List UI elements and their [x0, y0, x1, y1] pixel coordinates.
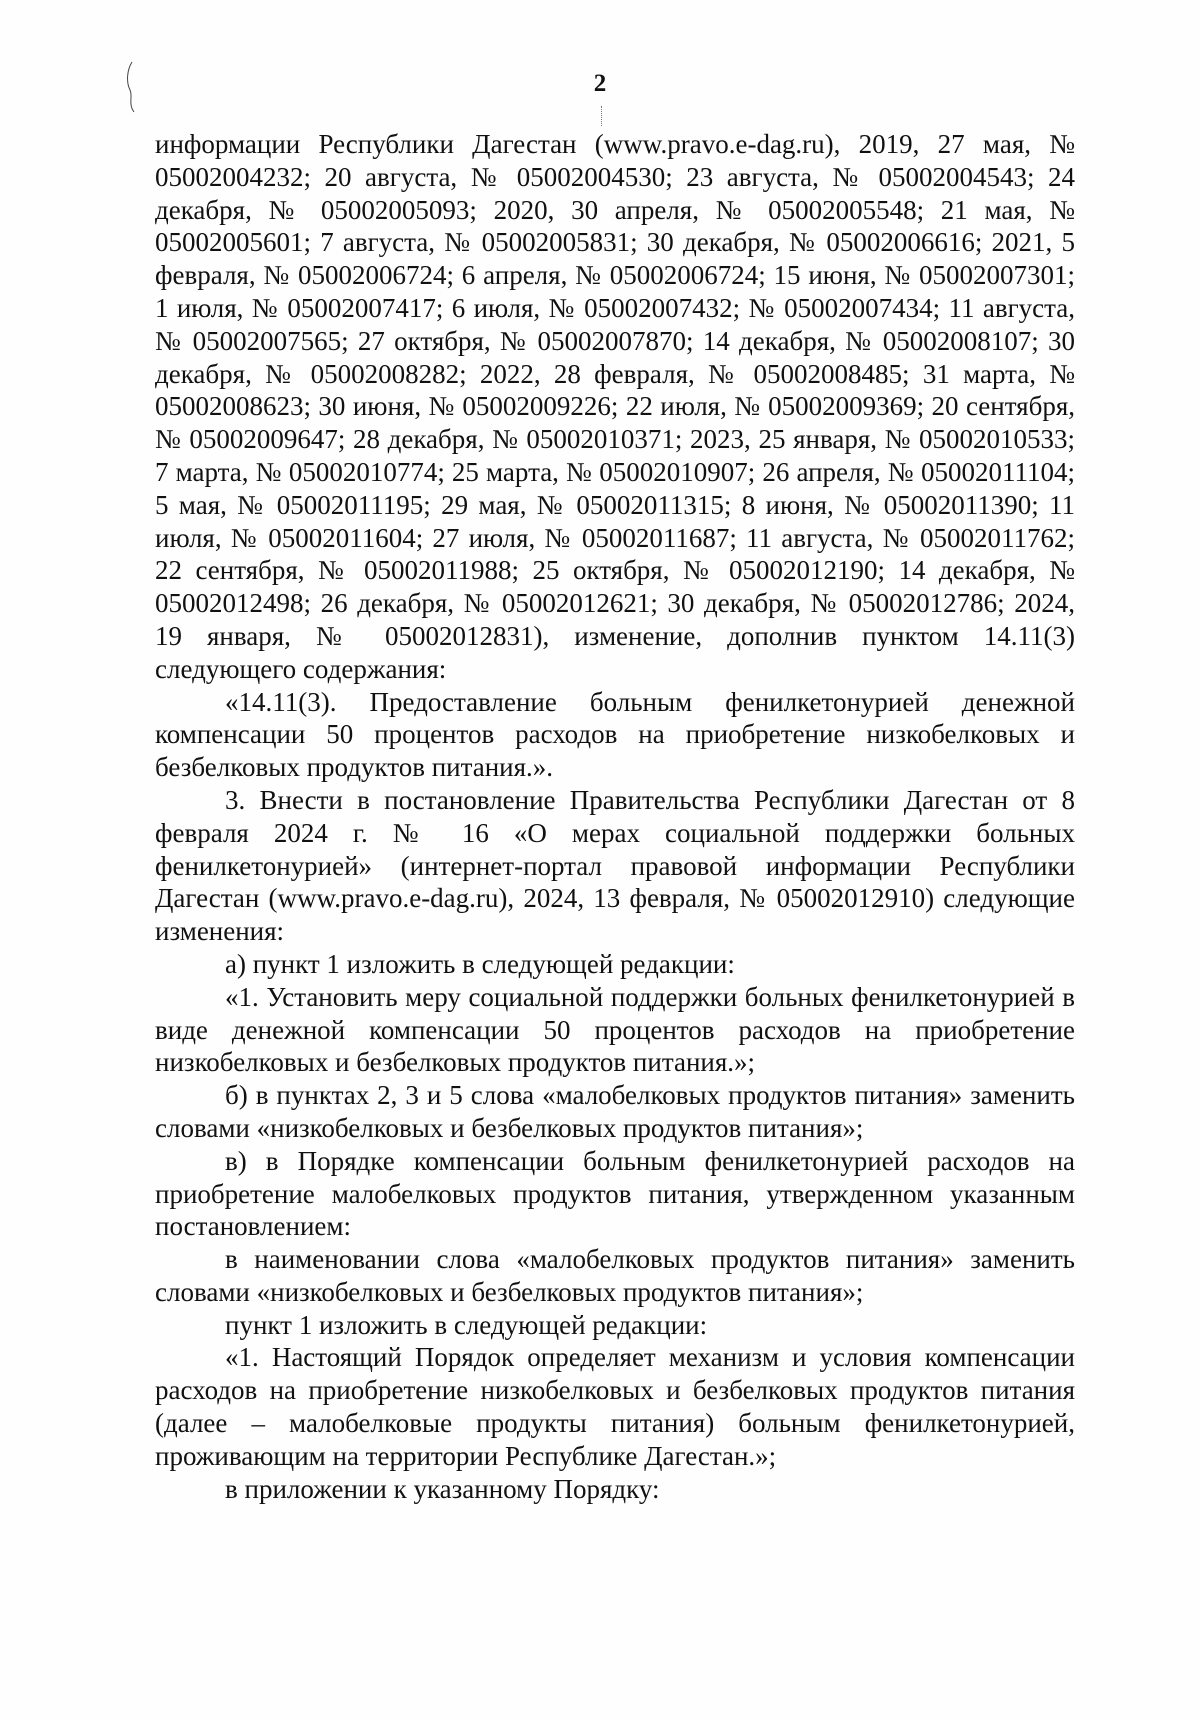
paragraph-title-change: в наименовании слова «малобелковых продуктов питания» заменить словами «низкобелковых и безбелковых продуктов питания»; — [155, 1244, 1075, 1307]
paragraph-subitem-a: а) пункт 1 изложить в следующей редакции: — [225, 948, 735, 979]
paragraph-point-1-intro: пункт 1 изложить в следующей редакции: — [225, 1309, 708, 1340]
paragraph-quoted-item-14-11-3: «14.11(3). Предоставление больным фенилкетонурией денежной компенсации 50 процентов расходов на приобретение низкобелковых и безбелковых продуктов питания.». — [155, 686, 1075, 783]
paragraph-quoted-procedure-1: «1. Настоящий Порядок определяет механизм и условия компенсации расходов на приобретение низкобелковых и безбелковых продуктов питания (далее – малобелковые продукты питания) больным фенилкетонурией, проживающим на территории Республике Дагестан.»; — [155, 1342, 1075, 1471]
scan-artifact — [601, 106, 604, 126]
document-body — [155, 128, 1075, 1505]
page-number: 2 — [593, 70, 607, 97]
paragraph-subitem-v: в) в Порядке компенсации больным фенилкетонурией расходов на приобретение малобелковых продуктов питания, утвержденном указанным постановлением: — [155, 1145, 1075, 1242]
paragraph-item-3: 3. Внести в постановление Правительства Республики Дагестан от 8 февраля 2024 г. № 16 «О мерах социальной поддержки больных фенилкетонурией» (интернет-портал правовой информации Республики Дагестан (www.pravo.e-dag.ru), 2024, 13 февраля, № 05002012910) следующие изменения: — [155, 784, 1075, 947]
paragraph-continuation: информации Республики Дагестан (www.pravo.e-dag.ru), 2019, 27 мая, № 05002004232; 20 августа, № 05002004530; 23 августа, № 05002004543; 24 декабря, № 05002005093; 2020, 30 апреля, № 05002005548; 21 мая, № 05002005601; 7 августа, № 05002005831; 30 декабря, № 05002006616; 2021, 5 февраля, № 05002006724; 6 апреля, № 05002006724; 15 июня, № 05002007301; 1 июля, № 05002007417; 6 июля, № 05002007432; № 05002007434; 11 августа, № 05002007565; 27 октября, № 05002007870; 14 декабря, № 05002008107; 30 декабря, № 05002008282; 2022, 28 февраля, № 05002008485; 31 марта, № 05002008623; 30 июня, № 05002009226; 22 июля, № 05002009369; 20 сентября, № 05002009647; 28 декабря, № 05002010371; 2023, 25 января, № 05002010533; 7 марта, № 05002010774; 25 марта, № 05002010907; 26 апреля, № 05002011104; 5 мая, № 05002011195; 29 мая, № 05002011315; 8 июня, № 05002011390; 11 июля, № 05002011604; 27 июля, № 05002011687; 11 августа, № 05002011762; 22 сентября, № 05002011988; 25 октября, № 05002012190; 14 декабря, № 05002012498; 26 декабря, № 05002012621; 30 декабря, № 05002012786; 2024, 19 января, № 05002012831), изменение, дополнив пунктом 14.11(3) следующего содержания: — [155, 129, 1075, 684]
paragraph-subitem-b: б) в пунктах 2, 3 и 5 слова «малобелковых продуктов питания» заменить словами «низкобелковых и безбелковых продуктов питания»; — [155, 1080, 1075, 1143]
paragraph-quoted-item-1: «1. Установить меру социальной поддержки больных фенилкетонурией в виде денежной компенсации 50 процентов расходов на приобретение низкобелковых и безбелковых продуктов питания.»; — [155, 981, 1075, 1078]
paragraph-appendix-intro: в приложении к указанному Порядку: — [225, 1473, 660, 1504]
